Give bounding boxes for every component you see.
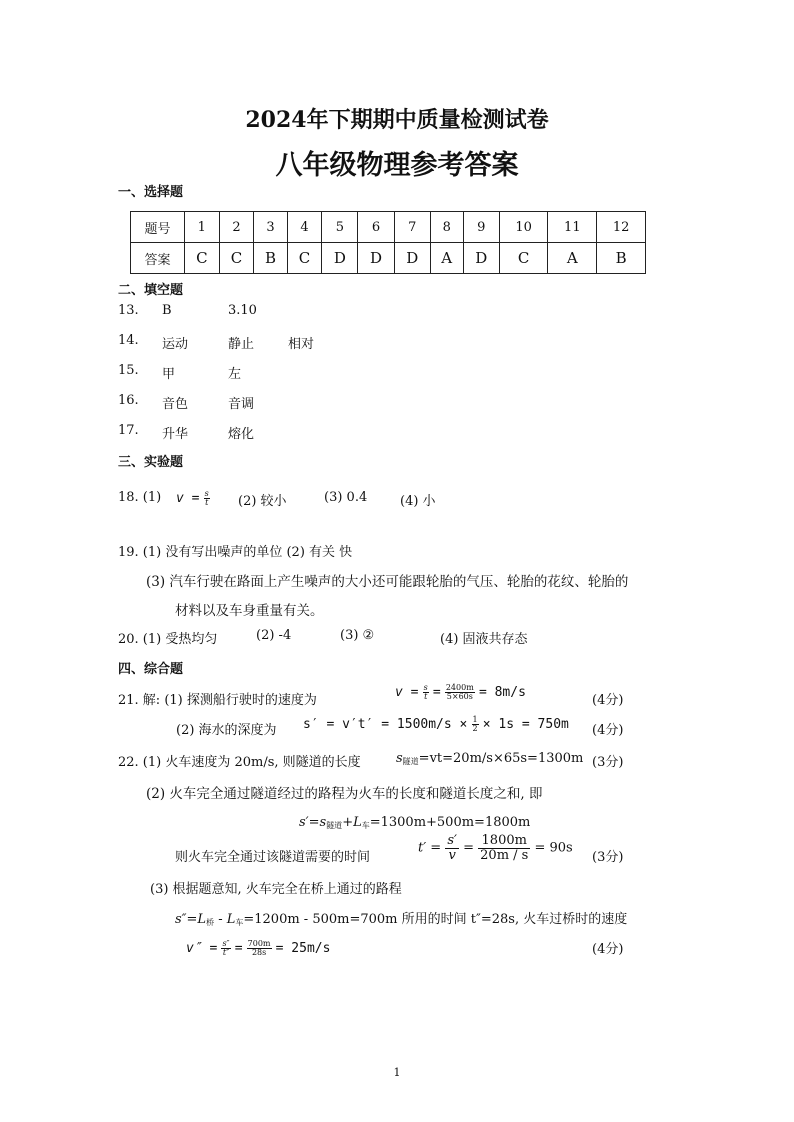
fraction-numerator: s′	[447, 833, 457, 848]
answer-21-line1	[118, 689, 317, 708]
formula-part: =1200m - 500m=700m 所用的时间 t″=28s, 火车过桥时的速度	[243, 912, 628, 927]
table-cell: B	[254, 243, 287, 274]
answer-19-line2: (3) 汽车行驶在路面上产生噪声的大小还可能跟轮胎的气压、轮胎的花纹、轮胎的	[146, 574, 629, 590]
formula-21-depth	[303, 716, 569, 733]
section-heading-comprehensive: 四、综合题	[118, 662, 184, 677]
score-21-1: (4分)	[592, 693, 624, 708]
table-header-label: 答案	[131, 243, 185, 274]
formula-lhs: t′ =	[418, 840, 442, 856]
formula-subscript: 隧道	[402, 757, 419, 766]
formula-22-bridge-speed	[186, 940, 330, 957]
table-cell: 2	[219, 212, 254, 243]
answer-19-line3: 材料以及车身重量有关。	[175, 603, 324, 619]
answer-b: 左	[228, 367, 242, 382]
formula-part: s′ = v′t′ = 1500m/s ×	[303, 717, 468, 732]
answer-c: 相对	[288, 337, 315, 352]
formula-21-speed	[395, 684, 526, 701]
fraction-numerator: s	[423, 683, 428, 692]
table-cell: C	[499, 243, 548, 274]
fraction-denominator: t″	[222, 948, 230, 957]
answer-21-line2: (2) 海水的深度为	[176, 723, 277, 738]
formula-lhs: v =	[176, 491, 200, 506]
table-cell: 4	[287, 212, 322, 243]
answer-b: 静止	[228, 337, 255, 352]
formula-subscript: 车	[235, 918, 244, 927]
score-22-1: (3分)	[592, 755, 624, 770]
fraction-numerator: 2400m	[445, 683, 474, 692]
fraction	[478, 834, 530, 862]
table-cell: 10	[499, 212, 548, 243]
answer-a: 运动	[162, 337, 189, 352]
fill-answer-13	[118, 303, 257, 318]
section-heading-choice: 一、选择题	[118, 185, 184, 200]
formula-part: × 1s = 750m	[482, 717, 569, 732]
answer-19-line1: 19. (1) 没有写出噪声的单位 (2) 有关 快	[118, 545, 353, 560]
fill-answer-16	[118, 393, 255, 412]
fraction-numerator: 700m	[247, 939, 271, 948]
formula-symbol: s	[396, 751, 403, 766]
fraction-numerator: 1800m	[478, 834, 530, 849]
exam-title: 2024年下期期中质量检测试卷	[245, 107, 549, 133]
score-22-3: (4分)	[592, 942, 624, 957]
fraction	[445, 834, 459, 862]
fraction-denominator: t	[424, 692, 428, 701]
answer-22-line2: (2) 火车完全通过隧道经过的路程为火车的长度和隧道长度之和, 即	[146, 786, 543, 802]
answer-part-3: (3) ②	[340, 628, 375, 643]
answer-22-line4: 则火车完全通过该隧道需要的时间	[175, 850, 371, 865]
answer-20	[118, 628, 528, 647]
fraction	[247, 940, 272, 957]
fill-answer-14	[118, 333, 315, 352]
formula-lhs: v″ =	[186, 941, 218, 956]
answer-a: 甲	[162, 367, 176, 382]
formula-speed	[176, 490, 210, 507]
formula-part: +L	[342, 815, 362, 830]
table-cell: A	[430, 243, 463, 274]
answer-text: 21. 解: (1) 探测船行驶时的速度为	[118, 693, 317, 708]
table-cell: C	[185, 243, 220, 274]
question-number: 17.	[118, 423, 139, 438]
answer-a: 音色	[162, 397, 189, 412]
fill-answer-15	[118, 363, 242, 382]
table-cell: 6	[358, 212, 394, 243]
answer-part-2: (2) -4	[256, 628, 292, 643]
formula-22-bridge	[175, 908, 627, 928]
formula-part: =vt=20m/s×65s=1300m	[418, 751, 584, 766]
formula-subscript: 桥	[206, 918, 215, 927]
formula-part: =1300m+500m=1800m	[369, 815, 531, 830]
fraction-denominator: 20m / s	[480, 847, 529, 863]
table-cell: B	[597, 243, 646, 274]
fraction-numerator: s	[204, 489, 209, 498]
question-number: 15.	[118, 363, 139, 378]
table-cell: D	[394, 243, 430, 274]
question-number: 16.	[118, 393, 139, 408]
answer-subtitle: 八年级物理参考答案	[275, 150, 519, 181]
answer-table	[130, 211, 646, 274]
table-row-answers	[131, 243, 646, 274]
question-number: 18. (1)	[118, 490, 162, 505]
formula-part: - L	[214, 912, 236, 927]
answer-part-2: (2) 较小	[238, 494, 287, 509]
fraction-denominator: 28s	[251, 948, 267, 957]
fraction	[204, 490, 210, 507]
answer-b: 熔化	[228, 427, 255, 442]
answer-part-4: (4) 小	[400, 494, 436, 509]
table-header-label: 题号	[131, 212, 185, 243]
formula-equals: =	[234, 941, 243, 956]
fraction-denominator: t	[205, 498, 209, 507]
answer-22-line1: 22. (1) 火车速度为 20m/s, 则隧道的长度	[118, 755, 361, 770]
score-22-2: (3分)	[592, 850, 624, 865]
answer-a: B	[162, 303, 172, 318]
table-cell: D	[358, 243, 394, 274]
table-cell: 9	[463, 212, 499, 243]
table-cell: 11	[548, 212, 597, 243]
table-cell: A	[548, 243, 597, 274]
fraction-denominator: 5×60s	[446, 692, 473, 701]
formula-equals: =	[463, 840, 475, 856]
table-cell: 8	[430, 212, 463, 243]
answer-22-line5: (3) 根据题意知, 火车完全在桥上通过的路程	[150, 882, 402, 897]
table-cell: 12	[597, 212, 646, 243]
formula-equals: =	[432, 685, 441, 700]
formula-22-tunnel	[396, 751, 583, 767]
fraction	[445, 684, 475, 701]
fill-answer-17	[118, 423, 255, 442]
answer-b: 音调	[228, 397, 255, 412]
fraction-denominator: 2	[472, 724, 478, 733]
answer-a: 升华	[162, 427, 189, 442]
question-number: 14.	[118, 333, 139, 348]
page-number: 1	[393, 1066, 401, 1079]
table-cell: 1	[185, 212, 220, 243]
table-cell: C	[219, 243, 254, 274]
formula-part: s′=s	[299, 815, 327, 830]
answer-part-4: (4) 固液共存态	[440, 632, 528, 647]
fraction	[221, 940, 230, 957]
fraction-denominator: v	[448, 847, 456, 863]
answer-part-3: (3) 0.4	[324, 490, 368, 505]
formula-result: = 25m/s	[275, 941, 331, 956]
score-21-2: (4分)	[592, 723, 624, 738]
answer-18	[118, 489, 436, 509]
formula-22-distance	[299, 815, 530, 831]
table-cell: 5	[322, 212, 358, 243]
answer-b: 3.10	[228, 303, 257, 318]
formula-lhs: v =	[395, 685, 419, 700]
fraction	[472, 716, 479, 733]
formula-result: = 90s	[534, 840, 573, 856]
table-cell: 3	[254, 212, 287, 243]
formula-subscript: 隧道	[326, 821, 343, 830]
section-heading-experiment: 三、实验题	[118, 455, 184, 470]
fraction-numerator: 1	[472, 715, 478, 724]
formula-subscript: 车	[361, 821, 370, 830]
table-cell: C	[287, 243, 322, 274]
question-number: 13.	[118, 303, 139, 318]
section-heading-fill: 二、填空题	[118, 283, 184, 298]
fraction-numerator: s″	[222, 939, 230, 948]
table-row-numbers	[131, 212, 646, 243]
table-cell: 7	[394, 212, 430, 243]
table-cell: D	[322, 243, 358, 274]
fraction	[423, 684, 429, 701]
answer-part-1: 20. (1) 受热均匀	[118, 632, 218, 647]
table-cell: D	[463, 243, 499, 274]
formula-22-time	[418, 834, 573, 862]
formula-result: = 8m/s	[478, 685, 526, 700]
formula-part: s″=L	[175, 912, 207, 927]
